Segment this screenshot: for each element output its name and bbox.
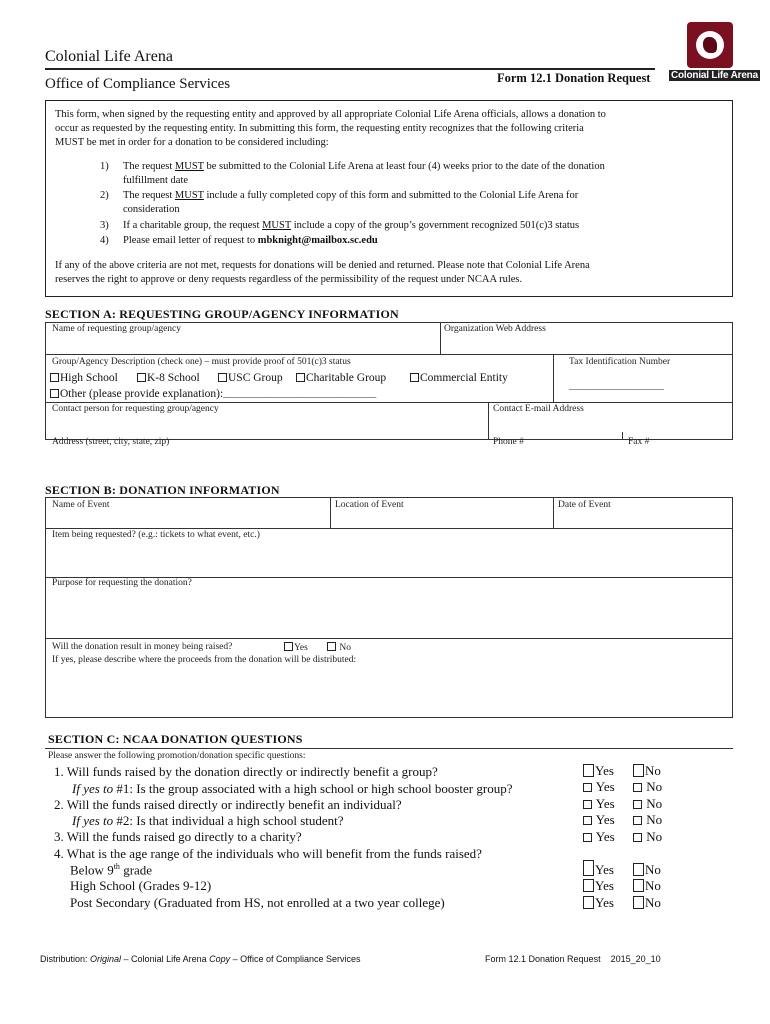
hs-no-checkbox[interactable] (633, 879, 644, 892)
item-requested-label: Item being requested? (e.g.: tickets to what event, etc.) (52, 530, 260, 540)
criteria-1-post: be submitted to the Colonial Life Arena at least four (4) weeks prior to the date of the donation (203, 161, 605, 172)
q2a-yes-label: Yes (595, 812, 615, 827)
question-2a-text: #2: Is that individual a high school student? (113, 813, 344, 828)
money-no-checkbox[interactable] (327, 642, 336, 651)
section-b-divider-3 (45, 638, 733, 639)
post-no[interactable] (633, 895, 661, 911)
fax-label: Fax # (628, 437, 650, 447)
header-rule (45, 68, 655, 70)
hs-yes-checkbox[interactable] (583, 879, 594, 892)
criteria-3-pre: If a charitable group, the request (123, 220, 263, 231)
section-c-instructions: Please answer the following promotion/donation specific questions: (48, 751, 306, 761)
hs-no[interactable] (633, 878, 661, 894)
q3-no-checkbox[interactable] (633, 833, 642, 842)
below9-no[interactable] (633, 862, 661, 878)
q2-no-checkbox[interactable] (633, 800, 642, 809)
criteria-3-post: include a copy of the group’s government recognized 501(c)3 status (291, 220, 580, 231)
money-yes-label: Yes (294, 643, 308, 653)
option-commercial[interactable] (410, 372, 508, 384)
q3-yes[interactable] (583, 829, 615, 845)
usc-label: USC Group (228, 372, 283, 384)
q2a-yes[interactable] (583, 812, 615, 828)
q2a-no[interactable] (633, 812, 662, 828)
other-checkbox[interactable] (50, 389, 59, 398)
logo-text: Colonial Life Arena (671, 70, 758, 81)
group-name-field[interactable] (47, 336, 437, 352)
option-high-school[interactable] (50, 372, 118, 384)
money-raised-label: Will the donation result in money being raised? (52, 642, 233, 652)
below9-no-checkbox[interactable] (633, 863, 644, 876)
money-no[interactable] (327, 642, 351, 653)
question-1a (72, 781, 512, 797)
criteria-2-num: 2) (100, 190, 109, 201)
header-title: Colonial Life Arena (45, 48, 173, 65)
q3-yes-label: Yes (595, 829, 615, 844)
criteria-1-num: 1) (100, 161, 109, 172)
contact-email-label: Contact E-mail Address (493, 404, 584, 414)
criteria-2-pre: The request (123, 190, 175, 201)
dist-copy: Copy (209, 954, 231, 964)
criteria-4-pre: Please email letter of request to (123, 235, 258, 246)
group-name-label: Name of requesting group/agency (52, 324, 181, 334)
section-b-divider-1 (45, 528, 733, 529)
k8-checkbox[interactable] (137, 373, 146, 382)
age-below-9-a: Below 9 (70, 862, 114, 878)
q1-no[interactable] (633, 763, 661, 779)
criteria-1 (123, 160, 605, 174)
question-3: 3. Will the funds raised go directly to a charity? (54, 829, 302, 844)
question-2a-prefix: If yes to (72, 813, 114, 828)
criteria-2-must: MUST (174, 190, 204, 201)
hs-yes-label: Yes (595, 878, 614, 893)
contact-person-field[interactable] (47, 416, 485, 430)
section-c-heading: SECTION C: NCAA DONATION QUESTIONS (48, 732, 303, 746)
q2-no[interactable] (633, 796, 662, 812)
below9-yes-checkbox[interactable] (583, 860, 594, 876)
distribution-note (40, 954, 361, 964)
age-below-9-b: grade (119, 862, 153, 878)
q2a-no-label: No (646, 812, 663, 827)
dist-c: – Office of Compliance Services (230, 954, 361, 964)
q3-yes-checkbox[interactable] (583, 833, 592, 842)
section-a-vline-4 (622, 432, 623, 440)
intro-para2-line2: reserves the right to approve or deny requests regardless of the permissibility of the request under NCAA rules. (55, 274, 523, 285)
question-1: 1. Will funds raised by the donation directly or indirectly benefit a group? (54, 764, 438, 779)
proceeds-label: If yes, please describe where the proceeds from the donation will be distributed: (52, 655, 357, 665)
intro-para2-line1: If any of the above criteria are not met, requests for donations will be denied and returned. Please note that Colonial Life Arena (55, 260, 590, 271)
q1a-yes-checkbox[interactable] (583, 783, 592, 792)
age-high-school: High School (Grades 9-12) (70, 878, 212, 893)
criteria-3 (123, 219, 579, 233)
option-charitable[interactable] (296, 372, 386, 384)
dist-b: – Colonial Life Arena (121, 954, 210, 964)
event-location-label: Location of Event (335, 500, 404, 510)
high-school-checkbox[interactable] (50, 373, 59, 382)
q2a-yes-checkbox[interactable] (583, 816, 592, 825)
money-yes[interactable] (284, 642, 308, 653)
q2-yes-label: Yes (595, 796, 615, 811)
criteria-2-post: include a fully completed copy of this form and submitted to the Colonial Life Arena for (203, 190, 579, 201)
other-explanation-field[interactable]: __________________________________ (223, 389, 377, 399)
q1-yes[interactable] (583, 763, 614, 779)
question-2: 2. Will the funds raised directly or indirectly benefit an individual? (54, 797, 402, 812)
question-4: 4. What is the age range of the individuals who will benefit from the funds raised? (54, 846, 482, 861)
event-name-label: Name of Event (52, 500, 110, 510)
criteria-1-pre: The request (123, 161, 175, 172)
section-b-vline-2 (553, 497, 554, 528)
dist-original: Original (90, 954, 122, 964)
post-no-checkbox[interactable] (633, 896, 644, 909)
section-a-vline-3 (488, 402, 489, 440)
q2-no-label: No (646, 796, 663, 811)
age-below-9-sup: th (113, 862, 120, 871)
high-school-label: High School (60, 372, 118, 384)
intro-line-1: This form, when signed by the requesting entity and approved by all appropriate Colonial Life Arena officials, allows a donation to (55, 109, 606, 120)
usc-checkbox[interactable] (218, 373, 227, 382)
q1-no-checkbox[interactable] (633, 764, 644, 777)
tax-id-label: Tax Identification Number (569, 357, 671, 367)
contact-email-field[interactable] (492, 416, 730, 430)
criteria-3-must: MUST (262, 220, 292, 231)
section-a-divider-1 (45, 354, 733, 355)
section-b-vline-1 (330, 497, 331, 528)
purpose-label: Purpose for requesting the donation? (52, 578, 192, 588)
below9-no-label: No (645, 862, 661, 877)
age-below-9 (70, 862, 152, 878)
post-yes-label: Yes (595, 895, 614, 910)
money-yes-checkbox[interactable] (284, 642, 293, 651)
contact-person-label: Contact person for requesting group/agency (52, 404, 219, 414)
section-b-heading: SECTION B: DONATION INFORMATION (45, 483, 280, 497)
below9-yes[interactable] (583, 860, 614, 878)
section-a-divider-2 (45, 402, 733, 403)
q2-yes[interactable] (583, 796, 615, 812)
commercial-checkbox[interactable] (410, 373, 419, 382)
q3-no[interactable] (633, 829, 662, 845)
tax-id-field[interactable]: ____________________ (569, 382, 664, 392)
criteria-4-num: 4) (100, 235, 109, 246)
gamecock-icon (703, 37, 717, 53)
q1a-no-checkbox[interactable] (633, 783, 642, 792)
money-no-label: No (339, 643, 351, 653)
option-k8[interactable] (137, 372, 200, 384)
event-date-label: Date of Event (558, 500, 611, 510)
intro-line-3: MUST be met in order for a donation to be considered including: (55, 137, 329, 148)
q1-no-label: No (645, 763, 661, 778)
post-no-label: No (645, 895, 661, 910)
other-label: Other (please provide explanation): (60, 388, 224, 400)
criteria-4 (123, 234, 378, 248)
option-other[interactable] (50, 388, 376, 400)
q3-no-label: No (646, 829, 663, 844)
request-email-link[interactable]: mbknight@mailbox.sc.edu (257, 235, 378, 246)
web-address-field[interactable] (444, 336, 729, 352)
question-1a-text: #1: Is the group associated with a high school or high school booster group? (113, 781, 513, 796)
web-address-label: Organization Web Address (444, 324, 546, 334)
q1-yes-checkbox[interactable] (583, 764, 594, 777)
description-label: Group/Agency Description (check one) – must provide proof of 501(c)3 status (52, 357, 351, 367)
form-reference: Form 12.1 Donation Request 2015_20_10 (485, 954, 661, 964)
address-label: Address (street, city, state, zip) (52, 437, 170, 447)
criteria-1-line2: fulfillment date (123, 175, 189, 186)
q2-yes-checkbox[interactable] (583, 800, 592, 809)
post-yes-checkbox[interactable] (583, 896, 594, 909)
q2a-no-checkbox[interactable] (633, 816, 642, 825)
section-a-vline-2 (553, 354, 554, 402)
q1a-no[interactable] (633, 779, 662, 795)
section-a-vline-1 (440, 322, 441, 354)
criteria-3-num: 3) (100, 220, 109, 231)
option-usc[interactable] (218, 372, 283, 384)
dist-a: Distribution: (40, 954, 91, 964)
commercial-label: Commercial Entity (420, 372, 508, 384)
q1a-yes-label: Yes (595, 779, 615, 794)
criteria-1-must: MUST (174, 161, 204, 172)
phone-label: Phone # (493, 437, 524, 447)
criteria-2-line2: consideration (123, 204, 180, 215)
section-c-rule (45, 748, 733, 749)
intro-line-2: occur as requested by the requesting entity. In submitting this form, the requesting entity recognizes that the following criteria (55, 123, 584, 134)
header-subtitle: Office of Compliance Services (45, 76, 231, 92)
charitable-checkbox[interactable] (296, 373, 305, 382)
criteria-2 (123, 189, 578, 203)
post-yes[interactable] (583, 895, 614, 911)
q1a-no-label: No (646, 779, 663, 794)
hs-no-label: No (645, 878, 661, 893)
hs-yes[interactable] (583, 878, 614, 894)
below9-yes-label: Yes (595, 862, 614, 877)
q1a-yes[interactable] (583, 779, 615, 795)
form-title: Form 12.1 Donation Request (497, 71, 651, 85)
q1-yes-label: Yes (595, 763, 614, 778)
question-2a (72, 813, 344, 829)
age-post-secondary: Post Secondary (Graduated from HS, not enrolled at a two year college) (70, 895, 445, 910)
section-a-heading: SECTION A: REQUESTING GROUP/AGENCY INFORMATION (45, 307, 399, 321)
question-1a-prefix: If yes to (72, 781, 114, 796)
charitable-label: Charitable Group (306, 372, 387, 384)
k8-label: K-8 School (147, 372, 200, 384)
